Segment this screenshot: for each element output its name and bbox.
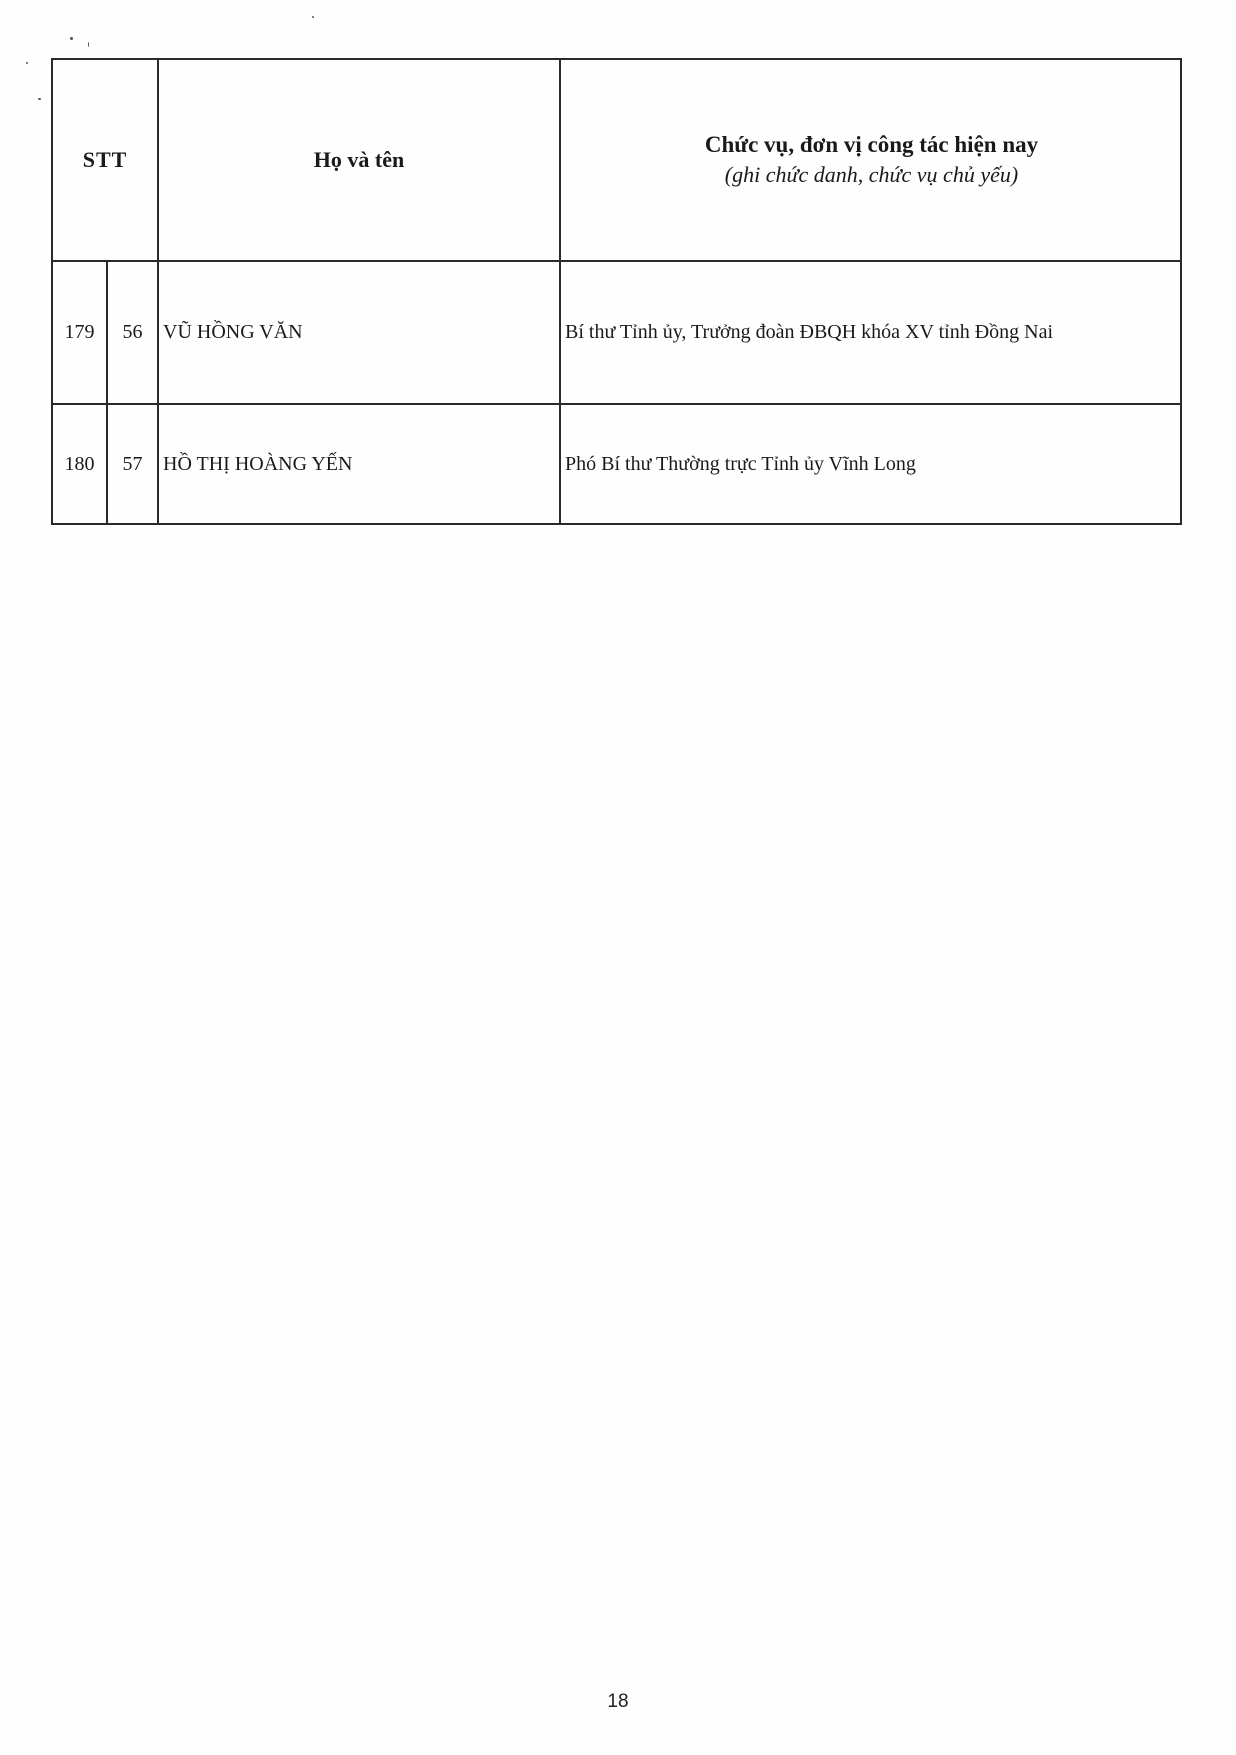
header-stt: STT bbox=[82, 147, 128, 172]
row-stt-group: 56 bbox=[122, 321, 143, 343]
row-position: Phó Bí thư Thường trực Tỉnh ủy Vĩnh Long bbox=[565, 452, 916, 475]
row-name: HỒ THỊ HOÀNG YẾN bbox=[163, 452, 353, 475]
row-stt-total: 180 bbox=[64, 452, 95, 475]
header-name: Họ và tên bbox=[313, 147, 405, 172]
row-stt-group: 57 bbox=[122, 452, 143, 475]
header-position-subtitle: (ghi chức danh, chức vụ chủ yếu) bbox=[724, 162, 1019, 187]
scan-speck bbox=[88, 42, 89, 47]
row-name: VŨ HỒNG VĂN bbox=[163, 321, 303, 343]
page-number: 18 bbox=[607, 1691, 629, 1712]
row-stt-total: 179 bbox=[64, 321, 95, 343]
scan-speck bbox=[312, 16, 314, 18]
scan-speck bbox=[26, 62, 28, 64]
header-position-title: Chức vụ, đơn vị công tác hiện nay bbox=[704, 132, 1039, 157]
row-position: Bí thư Tỉnh ủy, Trưởng đoàn ĐBQH khóa XV tỉnh Đồng Nai bbox=[565, 321, 1054, 343]
officials-table bbox=[51, 58, 1182, 525]
header-position bbox=[561, 60, 1182, 260]
scan-speck bbox=[70, 37, 73, 40]
scan-speck bbox=[38, 98, 41, 100]
